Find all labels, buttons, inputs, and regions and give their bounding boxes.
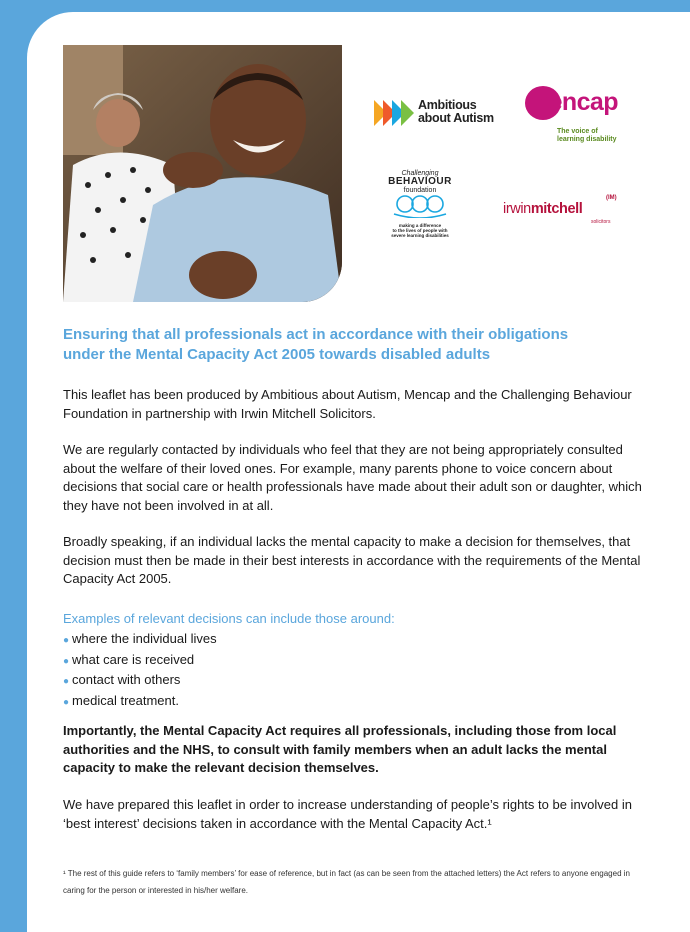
page-title: [63, 325, 643, 365]
mencap-logo-word: mencap: [527, 88, 618, 116]
challenging-behaviour-foundation-logo: [375, 170, 465, 248]
cbf-tag3: severe learning disabilities: [391, 233, 449, 238]
list-item: [63, 651, 217, 672]
irwin-im-mark: (IM): [606, 195, 617, 201]
cbf-line2: BEHAVIOUR: [388, 176, 452, 187]
list-item-text: what care is received: [72, 651, 195, 667]
bullet-icon: ●: [63, 696, 70, 708]
important-paragraph: Importantly, the Mental Capacity Act requires all professionals, including those from local authorities and the NHS, to consult with family members when an adult lacks the mental capacity to make the relevant decision themselves.: [63, 723, 617, 775]
mencap-tagline-1: The voice of: [557, 128, 598, 135]
bullet-icon: ●: [63, 676, 70, 687]
irwin-solicitors: solicitors: [591, 219, 611, 225]
intro-paragraph: This leaflet has been produced by Ambitious about Autism, Mencap and the Challenging Behaviour Foundation in partnership with Irwin Mitchell Solicitors.: [63, 387, 632, 421]
list-item: [63, 692, 217, 713]
cbf-tag1: making a difference: [398, 223, 442, 228]
mencap-logo: [527, 88, 627, 148]
irwin-mitchell-logo: [503, 195, 623, 229]
contact-paragraph: We are regularly contacted by individuals who feel that they are not being appropriately consulted about the welfare of their loved ones. For example, many parents phone to voice concern about decisions that social care or health professionals have made about their adult son or daughter, which they have not been involved in at all.: [63, 442, 642, 513]
list-item-text: contact with others: [72, 672, 181, 687]
list-item: [63, 630, 217, 651]
cover-photo: [63, 45, 342, 302]
title-line-2: under the Mental Capacity Act 2005 towards disabled adults: [63, 346, 491, 363]
irwin-logo-word: [503, 201, 582, 217]
cbf-line3: foundation: [403, 187, 437, 194]
cbf-tag2: to the lives of people with: [392, 228, 448, 233]
irwin-word-a: irwin: [503, 201, 531, 217]
cbf-line1: Challenging: [401, 170, 439, 177]
bullet-icon: ●: [63, 655, 70, 667]
list-item-text: where the individual lives: [72, 631, 217, 646]
irwin-word-b: mitchell: [530, 201, 583, 217]
ambitious-logo-line2: about Autism: [418, 111, 494, 125]
list-item: [63, 671, 217, 692]
bullet-icon: ●: [63, 635, 70, 646]
capacity-paragraph: Broadly speaking, if an individual lacks the mental capacity to make a decision for themselves, that decision must then be made in their best interests in accordance with the requirements of the Mental Capacity Act 2005.: [63, 534, 641, 586]
title-line-1: Ensuring that all professionals act in accordance with their obligations: [63, 326, 569, 343]
mencap-tagline-2: learning disability: [557, 136, 617, 143]
ambitious-about-autism-logo: [374, 98, 504, 130]
decisions-list: [63, 630, 217, 712]
list-item-text: medical treatment.: [72, 692, 179, 708]
ambitious-logo-line1: Ambitious: [418, 98, 477, 112]
cbf-figures-icon: [390, 194, 450, 218]
footnote: ¹ The rest of this guide refers to ‘family members’ for ease of reference, but in fact (as can be seen from the attached letters) the Act refers to anyone engaged in caring for the person or interested in his/her welfare.: [63, 869, 630, 895]
examples-heading: Examples of relevant decisions can include those around:: [63, 611, 395, 626]
closing-paragraph: We have prepared this leaflet in order to increase understanding of people’s rights to be involved in ‘best interest’ decisions taken in accordance with the Mental Capacity Act.¹: [63, 797, 632, 831]
